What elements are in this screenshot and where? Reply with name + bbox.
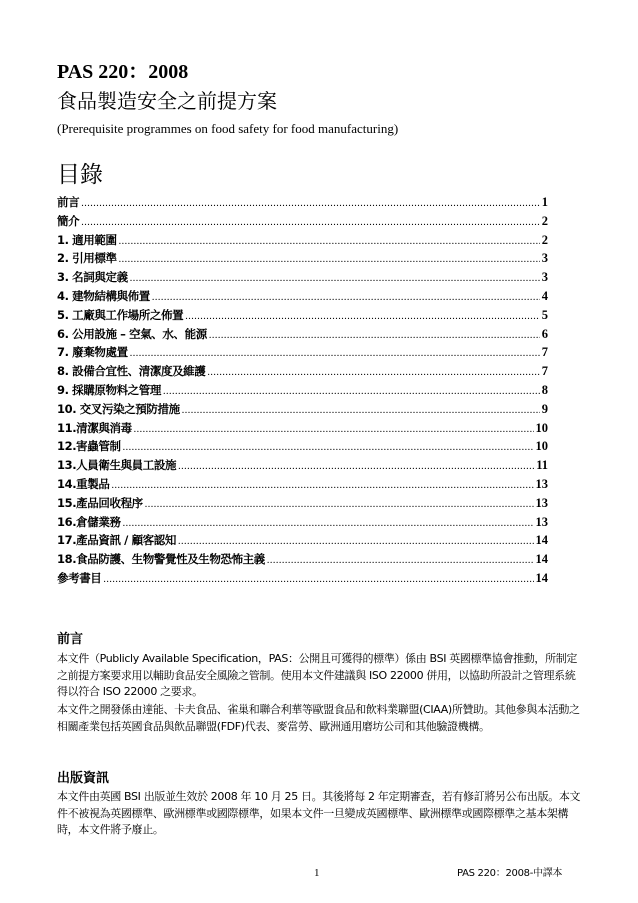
toc-dot-leader bbox=[111, 477, 533, 496]
document-title: PAS 220：2008 bbox=[57, 61, 189, 83]
toc-entry[interactable] bbox=[57, 381, 548, 400]
toc-dot-leader bbox=[145, 496, 534, 515]
toc-entry-page: 14 bbox=[535, 570, 548, 585]
toc-entry[interactable] bbox=[57, 513, 548, 532]
toc-entry-label: 18.食品防護、生物警覺性及生物恐怖主義 bbox=[57, 552, 265, 567]
toc-entry-page: 13 bbox=[535, 514, 548, 529]
toc-entry-label: 9. 採購原物料之管理 bbox=[57, 382, 161, 397]
toc-dot-leader bbox=[209, 327, 540, 346]
document-subtitle: 食品製造安全之前提方案 bbox=[57, 89, 277, 113]
toc-dot-leader bbox=[103, 571, 533, 590]
toc-entry-label: 17.產品資訊 / 顧客認知 bbox=[57, 533, 176, 548]
toc-entry-label: 6. 公用設施 – 空氣、水、能源 bbox=[57, 326, 207, 341]
toc-dot-leader bbox=[185, 308, 540, 327]
toc-entry-label: 7. 廢棄物處置 bbox=[57, 345, 128, 360]
toc-entry[interactable] bbox=[57, 287, 548, 306]
toc-entry-page: 6 bbox=[541, 326, 548, 341]
toc-entry[interactable] bbox=[57, 419, 548, 438]
toc-entry[interactable] bbox=[57, 212, 548, 231]
table-of-contents bbox=[57, 193, 548, 588]
toc-entry[interactable] bbox=[57, 362, 548, 381]
publication-heading: 出版資訊 bbox=[57, 771, 110, 786]
toc-dot-leader bbox=[81, 195, 540, 214]
toc-entry-page: 2 bbox=[541, 232, 548, 247]
toc-dot-leader bbox=[123, 515, 534, 534]
toc-dot-leader bbox=[182, 402, 540, 421]
toc-dot-leader bbox=[267, 552, 534, 571]
foreword-heading: 前言 bbox=[57, 632, 84, 647]
toc-entry[interactable] bbox=[57, 456, 548, 475]
toc-dot-leader bbox=[119, 233, 540, 252]
toc-entry-label: 2. 引用標準 bbox=[57, 251, 117, 266]
toc-entry-page: 8 bbox=[541, 382, 548, 397]
publication-paragraph: 本文件由英國 BSI 出版並生效於 2008 年 10 月 25 日。其後將每 2 年定期審查，若有修訂將另公布出版。本文件不被視為英國標準、歐洲標準或國際標準，如果本文件一旦變成英國標準、歐洲標準或國際標準之基本架構時，本文件將予廢止。 bbox=[57, 790, 581, 837]
toc-entry-page: 3 bbox=[541, 251, 548, 266]
toc-entry-page: 13 bbox=[535, 476, 548, 491]
toc-entry-page: 14 bbox=[535, 552, 548, 567]
toc-entry-page: 5 bbox=[541, 307, 548, 322]
toc-entry-label: 11.清潔與消毒 bbox=[57, 420, 132, 435]
toc-entry-page: 10 bbox=[535, 420, 548, 435]
toc-heading: 目錄 bbox=[57, 162, 103, 188]
toc-dot-leader bbox=[81, 214, 540, 233]
toc-entry-label: 前言 bbox=[57, 195, 80, 209]
footer-reference: PAS 220：2008-中譯本 bbox=[457, 868, 563, 879]
toc-entry-page: 1 bbox=[541, 195, 548, 209]
toc-entry-label: 3. 名詞與定義 bbox=[57, 270, 128, 285]
toc-entry-label: 16.倉儲業務 bbox=[57, 514, 121, 529]
toc-entry-label: 參考書目 bbox=[57, 570, 102, 585]
toc-dot-leader bbox=[152, 289, 540, 308]
toc-entry-page: 11 bbox=[536, 458, 548, 473]
foreword-paragraph-2: 本文件之開發係由達能、卡夫食品、雀巢和聯合利華等歐盟食品和飲料業聯盟(CIAA)所贊助。其他參與本活動之相關產業包括英國食品與飲品聯盟(FDF)代表、麥當勞、歐洲通用磨坊公司和其他驗證機構。 bbox=[57, 703, 580, 733]
document-english-title: (Prerequisite programmes on food safety for food manufacturing) bbox=[57, 121, 399, 136]
toc-entry[interactable] bbox=[57, 306, 548, 325]
toc-dot-leader bbox=[134, 421, 534, 440]
toc-entry-label: 14.重製品 bbox=[57, 476, 110, 491]
toc-dot-leader bbox=[130, 270, 540, 289]
toc-entry-page: 7 bbox=[541, 364, 548, 379]
toc-entry[interactable] bbox=[57, 249, 548, 268]
toc-entry[interactable] bbox=[57, 268, 548, 287]
toc-entry[interactable] bbox=[57, 325, 548, 344]
toc-entry-label: 簡介 bbox=[57, 213, 80, 228]
toc-entry-page: 10 bbox=[535, 439, 548, 454]
toc-entry-page: 2 bbox=[541, 213, 548, 228]
toc-entry[interactable] bbox=[57, 437, 548, 456]
toc-entry-page: 14 bbox=[535, 533, 548, 548]
toc-entry-label: 5. 工廠與工作場所之佈置 bbox=[57, 307, 184, 322]
toc-entry-label: 13.人員衛生與員工設施 bbox=[57, 458, 177, 473]
toc-entry-label: 15.產品回收程序 bbox=[57, 495, 143, 510]
toc-dot-leader bbox=[119, 251, 540, 270]
toc-entry-label: 10. 交叉污染之預防措施 bbox=[57, 401, 180, 416]
toc-dot-leader bbox=[163, 383, 540, 402]
toc-entry[interactable] bbox=[57, 494, 548, 513]
toc-entry-label: 4. 建物結構與佈置 bbox=[57, 288, 150, 303]
foreword-paragraph-1: 本文件（Publicly Available Specification，PAS：公開且可獲得的標準）係由 BSI 英國標準協會推動，所制定之前提方案要求用以輔助食品安全風險之管制。使用本文件建議與 ISO 22000 併用，以協助所設計之管理系統得以符合 ISO 22000 之要求。 bbox=[57, 652, 578, 699]
toc-entry[interactable] bbox=[57, 231, 548, 250]
toc-entry-page: 9 bbox=[541, 401, 548, 416]
toc-dot-leader bbox=[178, 458, 534, 477]
toc-entry-page: 7 bbox=[541, 345, 548, 360]
toc-entry[interactable] bbox=[57, 475, 548, 494]
toc-entry[interactable] bbox=[57, 550, 548, 569]
toc-entry-label: 1. 適用範圍 bbox=[57, 232, 117, 247]
toc-entry[interactable] bbox=[57, 193, 548, 212]
toc-entry-label: 12.害蟲管制 bbox=[57, 439, 121, 454]
toc-entry[interactable] bbox=[57, 400, 548, 419]
toc-entry-label: 8. 設備合宜性、清潔度及維護 bbox=[57, 364, 206, 379]
toc-entry-page: 13 bbox=[535, 495, 548, 510]
toc-entry[interactable] bbox=[57, 531, 548, 550]
footer-page-number: 1 bbox=[314, 867, 320, 879]
toc-entry[interactable] bbox=[57, 343, 548, 362]
toc-entry-page: 3 bbox=[541, 270, 548, 285]
toc-dot-leader bbox=[207, 364, 539, 383]
toc-entry[interactable] bbox=[57, 569, 548, 588]
toc-entry-page: 4 bbox=[541, 288, 548, 303]
toc-dot-leader bbox=[123, 439, 534, 458]
